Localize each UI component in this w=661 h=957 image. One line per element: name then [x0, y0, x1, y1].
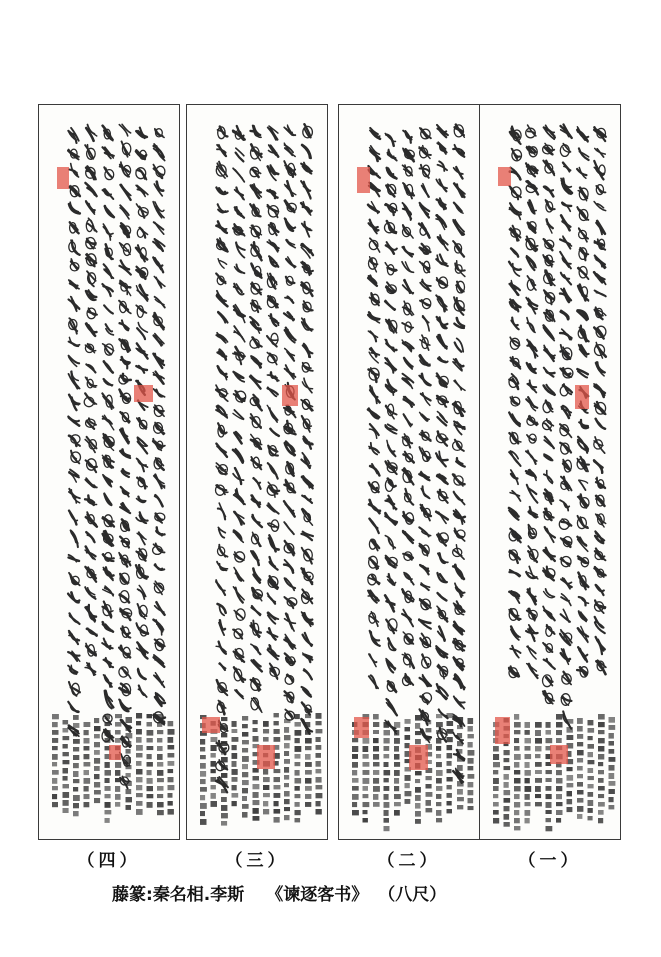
panel-label-1: （一） — [518, 851, 582, 871]
caption-author: 秦名相.李斯 — [152, 885, 245, 905]
caption-style: 藤篆: — [112, 885, 153, 905]
scroll-panel-3 — [186, 104, 328, 840]
artwork-caption — [112, 880, 572, 905]
calligraphy-artwork-2 — [339, 105, 480, 840]
calligraphy-artwork-1 — [480, 105, 621, 840]
panel-label-2: （二） — [377, 851, 441, 871]
panel-label-4: （四） — [77, 851, 141, 871]
calligraphy-artwork-4 — [39, 105, 180, 840]
caption-title: 《谏逐客书》 — [266, 885, 369, 905]
panel-label-3: （三） — [225, 851, 289, 871]
scroll-panel-2 — [338, 104, 480, 840]
scroll-panel-1 — [479, 104, 621, 840]
caption-size: （八尺） — [378, 885, 447, 905]
scroll-panel-4 — [38, 104, 180, 840]
calligraphy-artwork-3 — [187, 105, 328, 840]
